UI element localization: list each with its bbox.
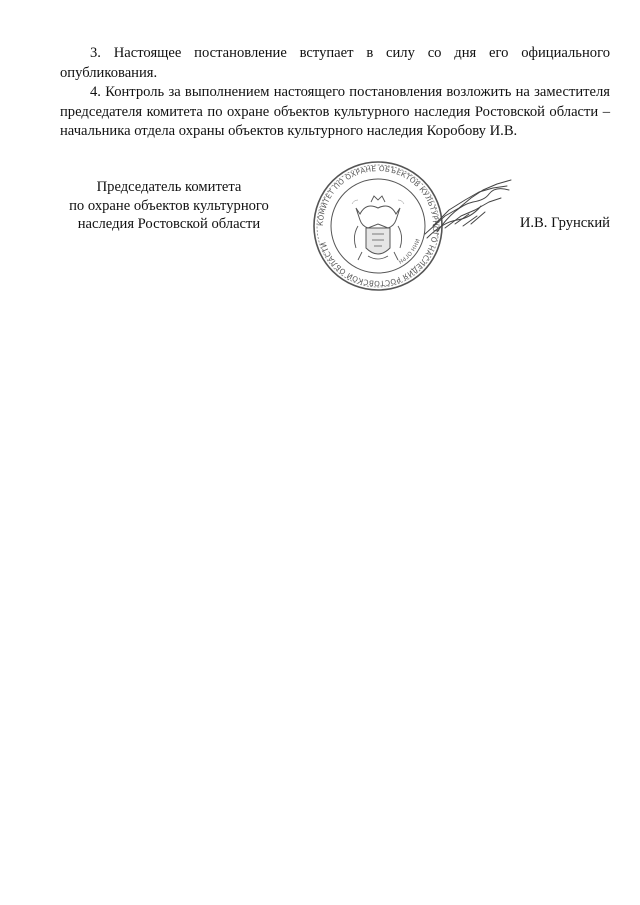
signer-position-line-3: наследия Ростовской области	[77, 216, 261, 232]
signer-name: И.В. Грунский	[519, 215, 610, 231]
signature-icon	[415, 176, 525, 246]
signer-position	[60, 178, 278, 234]
seal-inner-text: ИНН ОГРН	[396, 237, 420, 265]
document-body	[60, 44, 610, 142]
paragraph-3: 3. Настоящее постановление вступает в силу со дня его официального опубликования.	[60, 45, 610, 81]
seal-outer-text: КОМИТЕТ ПО ОХРАНЕ ОБЪЕКТОВ КУЛЬТУРНОГО НАСЛЕДИЯ РОСТОВСКОЙ ОБЛАСТИ	[315, 163, 441, 289]
paragraph-4: 4. Контроль за выполнением настоящего постановления возложить на заместителя председателя комитета по охране объектов культурного наследия Ростовской области – начальника отдела охраны объектов культурного наследия Коробову И.В.	[60, 84, 610, 139]
coat-of-arms-icon	[354, 196, 401, 260]
signer-position-line-1: Председатель комитета	[96, 179, 242, 195]
signature-block	[60, 163, 610, 298]
signer-position-line-2: по охране объектов культурного	[69, 197, 269, 214]
